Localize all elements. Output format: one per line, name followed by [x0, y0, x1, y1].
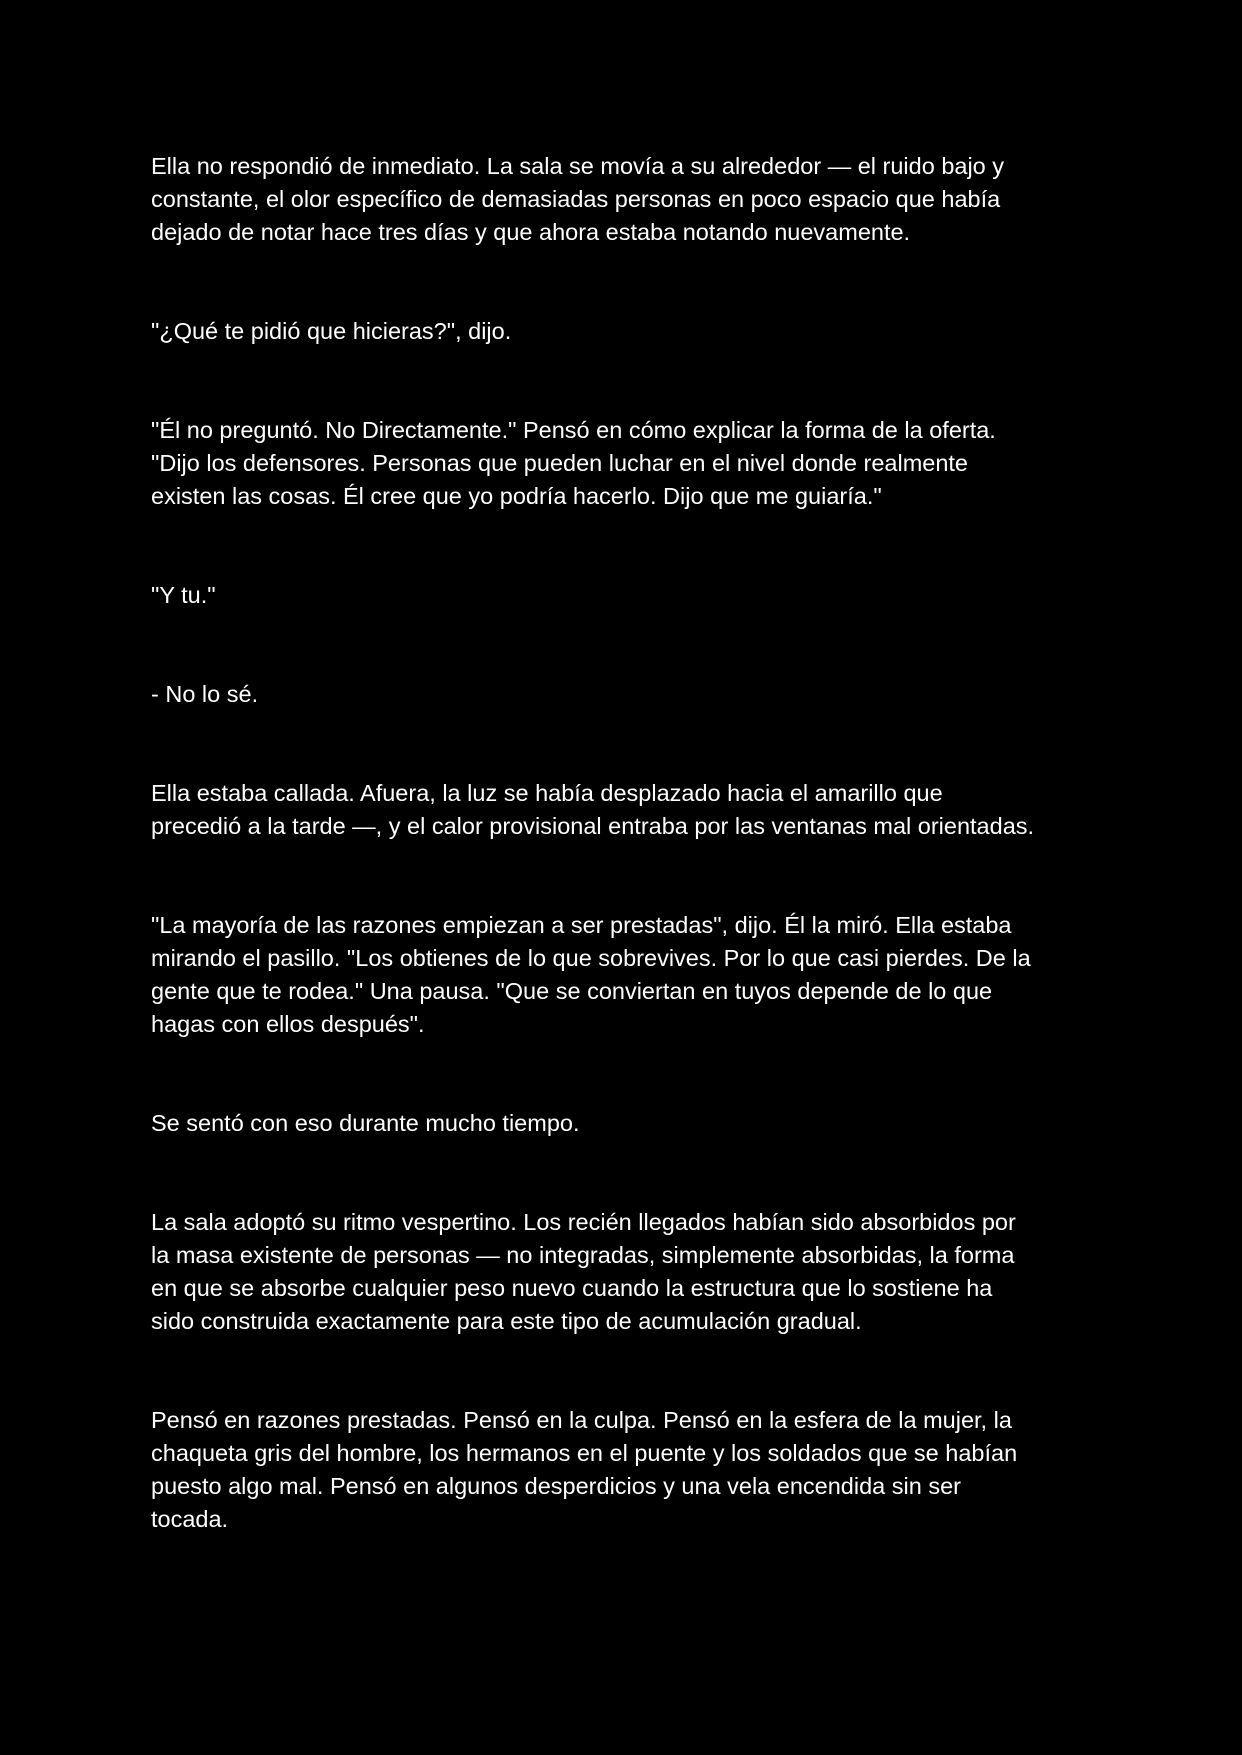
paragraph: Pensó en razones prestadas. Pensó en la culpa. Pensó en la esfera de la mujer, la chaqueta gris del hombre, los hermanos en el puente y los soldados que se habían puesto algo mal. Pensó en algunos desperdicios y una vela encendida sin ser tocada. — [151, 1407, 1018, 1532]
paragraph: La sala adoptó su ritmo vespertino. Los recién llegados habían sido absorbidos por la masa existente de personas — no integradas, simplemente absorbidas, la forma en que se absorbe cualquier peso nuevo cuando la estructura que lo sostiene ha sido construida exactamente para este tipo de acumulación gradual. — [151, 1209, 1016, 1334]
paragraph: "Él no preguntó. No Directamente." Pensó en cómo explicar la forma de la oferta. "Dijo los defensores. Personas que pueden luchar en el nivel donde realmente existen las cosas. Él cree que yo podría hacerlo. Dijo que me guiaría." — [151, 417, 996, 509]
paragraph: Se sentó con eso durante mucho tiempo. — [151, 1110, 580, 1136]
paragraph: Ella no respondió de inmediato. La sala se movía a su alrededor — el ruido bajo y constante, el olor específico de demasiadas personas en poco espacio que había dejado de notar hace tres días y que ahora estaba notando nuevamente. — [151, 153, 1005, 245]
paragraph: Ella estaba callada. Afuera, la luz se había desplazado hacia el amarillo que precedió a la tarde —, y el calor provisional entraba por las ventanas mal orientadas. — [151, 780, 1035, 839]
paragraph: "Y tu." — [151, 582, 216, 608]
paragraph: "¿Qué te pidió que hicieras?", dijo. — [151, 318, 512, 344]
paragraph: - No lo sé. — [151, 681, 259, 707]
paragraph: "La mayoría de las razones empiezan a ser prestadas", dijo. Él la miró. Ella estaba mirando el pasillo. "Los obtienes de lo que sobrevives. Por lo que casi pierdes. De la gente que te rodea." Una pausa. "Que se conviertan en tuyos depende de lo que hagas con ellos después". — [151, 912, 1031, 1037]
